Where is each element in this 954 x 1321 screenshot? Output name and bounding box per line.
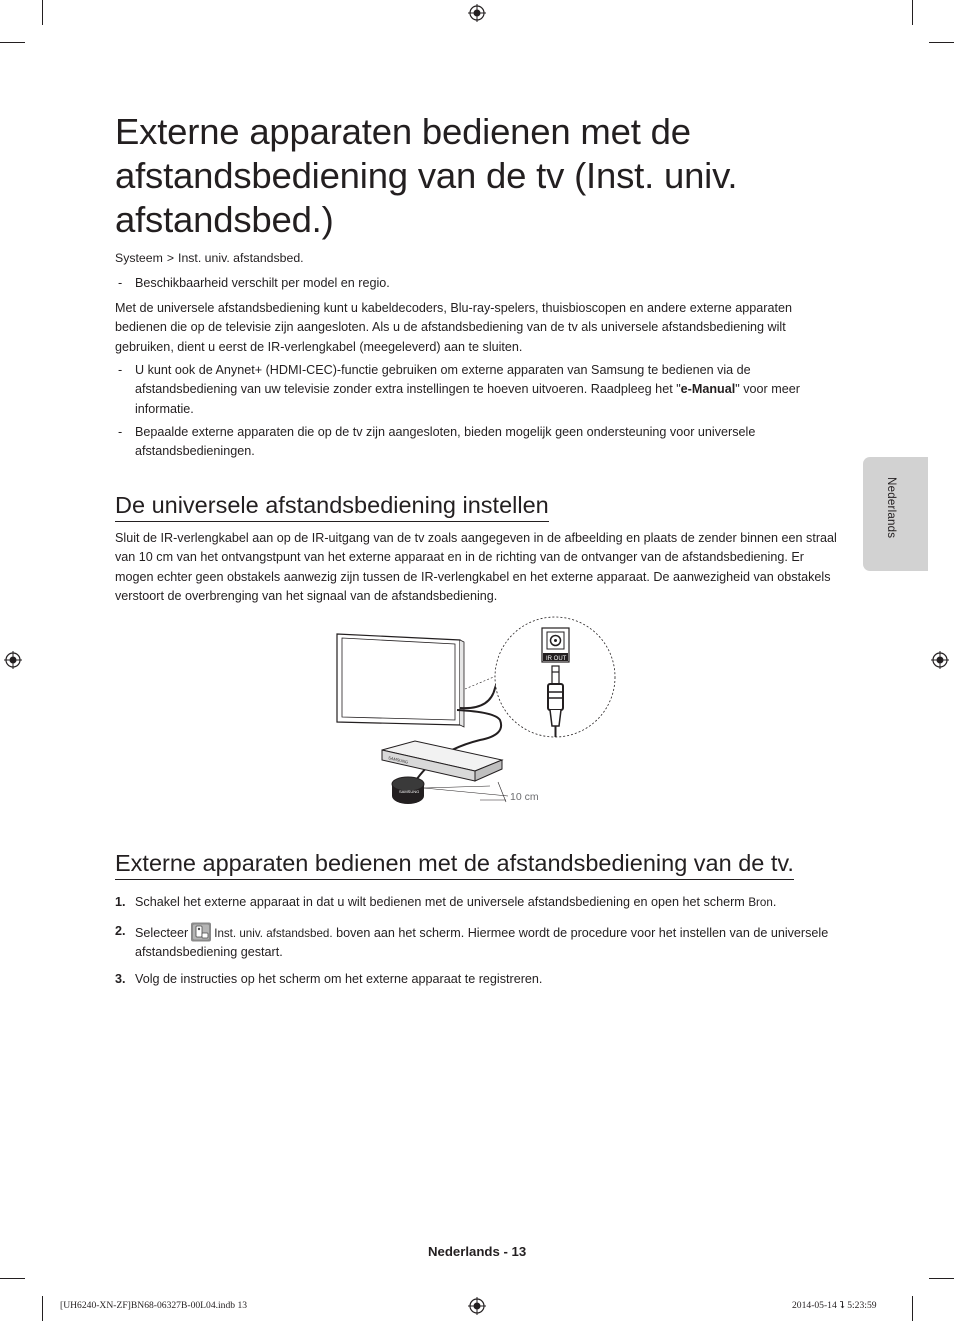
side-tab-label: Nederlands bbox=[885, 477, 898, 539]
setup-paragraph: Sluit de IR-verlengkabel aan op de IR-uitgang van de tv zoals aangegeven in de afbeelding en plaats de zender binnen een straal van 10 cm van het ontvangstpunt van het externe apparaat en in de richting van de ontvanger van de afstandsbediening. Er mogen echter geen obstakels aanwezig zijn tussen de IR-verlengkabel en het externe apparaat. De aanwezigheid van obstakels verstoort de overbrenging van het signaal van de afstandsbediening. bbox=[115, 531, 837, 604]
step-text: Selecteer bbox=[135, 926, 189, 940]
availability-note: - Beschikbaarheid verschilt per model en regio. bbox=[115, 274, 840, 293]
crop-mark bbox=[912, 1296, 913, 1321]
breadcrumb-item: Inst. univ. afstandsbed. bbox=[178, 251, 304, 265]
crop-mark bbox=[912, 0, 913, 25]
section-heading-setup: De universele afstandsbediening instellen bbox=[115, 491, 549, 522]
registration-mark-icon bbox=[468, 1297, 486, 1315]
tv-icon bbox=[337, 634, 464, 727]
crop-mark bbox=[42, 1296, 43, 1321]
step-1: 1. Schakel het externe apparaat in dat u wilt bedienen met de universele afstandsbediening en open het scherm Bron. bbox=[115, 893, 842, 912]
step-number: 3. bbox=[115, 972, 126, 986]
ir-emitter-icon bbox=[392, 777, 424, 804]
language-side-tab bbox=[863, 457, 928, 571]
page-title: Externe apparaten bedienen met de afstandsbediening van de tv (Inst. univ. afstandsbed.) bbox=[115, 111, 738, 240]
ir-cable-illustration bbox=[330, 610, 630, 810]
note-text: Bepaalde externe apparaten die op de tv zijn aangesloten, bieden mogelijk geen ondersteuning voor universele afstandsbedieningen. bbox=[135, 425, 756, 459]
crop-mark bbox=[42, 0, 43, 25]
external-device-icon bbox=[382, 741, 502, 781]
note-text: " voor meer informatie. bbox=[135, 382, 800, 416]
emitter-brand-label: SAMSUNG bbox=[399, 789, 420, 794]
crop-mark bbox=[929, 1278, 954, 1279]
ui-term-bron: Bron bbox=[748, 896, 773, 909]
e-manual-link: e-Manual bbox=[680, 382, 736, 397]
breadcrumb-root: Systeem bbox=[115, 251, 163, 265]
note-text: Beschikbaarheid verschilt per model en regio. bbox=[135, 276, 390, 290]
breadcrumb-separator: > bbox=[166, 251, 175, 265]
ir-out-label: IR OUT bbox=[546, 656, 567, 662]
crop-mark bbox=[929, 42, 954, 43]
crop-mark bbox=[0, 42, 25, 43]
step-text: Schakel het externe apparaat in dat u wilt bedienen met de universele afstandsbediening en open het scherm bbox=[135, 895, 749, 909]
section-heading-control: Externe apparaten bedienen met de afstandsbediening van de tv. bbox=[115, 849, 794, 880]
compatibility-note: - Bepaalde externe apparaten die op de tv zijn aangesloten, bieden mogelijk geen ondersteuning voor universele afstandsbedieningen. bbox=[115, 423, 840, 462]
step-2: 2. Selecteer Inst. univ. afstandsbed. boven aan het scherm. Hiermee wordt de procedure voor het instellen van de universele afstandsbediening gestart. bbox=[115, 924, 829, 960]
anynet-note: - U kunt ook de Anynet+ (HDMI-CEC)-functie gebruiken om externe apparaten van Samsung te bedienen via de afstandsbediening van uw televisie zonder extra instellingen te hoeven uitvoeren. Raadpleeg het "e-Manual" voor meer informatie. bbox=[118, 363, 800, 416]
intro-paragraph: Met de universele afstandsbediening kunt u kabeldecoders, Blu-ray-spelers, thuisbioscopen en andere externe apparaten bedienen die op de televisie zijn aangesloten. Als u de afstandsbediening van de tv als universele afstandsbediening wilt gebruiken, dient u eerst de IR-verlengkabel (meegeleverd) aan te sluiten. bbox=[115, 301, 792, 354]
imprint-file: [UH6240-XN-ZF]BN68-06327B-00L04.indb 13 bbox=[60, 1300, 248, 1311]
page-number: Nederlands - 13 bbox=[428, 1244, 527, 1259]
breadcrumb bbox=[115, 251, 304, 265]
imprint-timestamp: 2014-05-14 ⮧ 5:23:59 bbox=[792, 1300, 877, 1311]
distance-label: 10 cm bbox=[510, 791, 539, 803]
ui-term-setup: Inst. univ. afstandsbed. bbox=[214, 927, 333, 940]
step-number: 2. bbox=[115, 924, 126, 938]
crop-mark bbox=[0, 1278, 25, 1279]
step-text: Volg de instructies op het scherm om het externe apparaat te registreren. bbox=[135, 972, 543, 986]
step-number: 1. bbox=[115, 895, 126, 909]
ir-out-zoom-callout bbox=[465, 617, 615, 737]
note-text: U kunt ook de Anynet+ (HDMI-CEC)-functie gebruiken om externe apparaten van Samsung te bedienen via de afstandsbediening van uw televisie zonder extra instellingen te hoeven uitvoeren. Raadpleeg het " bbox=[135, 363, 751, 397]
distance-dimension bbox=[424, 782, 539, 803]
universal-remote-setup-icon bbox=[190, 922, 212, 942]
registration-mark-icon bbox=[468, 4, 486, 22]
registration-mark-icon bbox=[4, 651, 22, 669]
step-3 bbox=[115, 970, 842, 989]
registration-mark-icon bbox=[931, 651, 949, 669]
device-brand-label: SAMSUNG bbox=[387, 755, 409, 765]
